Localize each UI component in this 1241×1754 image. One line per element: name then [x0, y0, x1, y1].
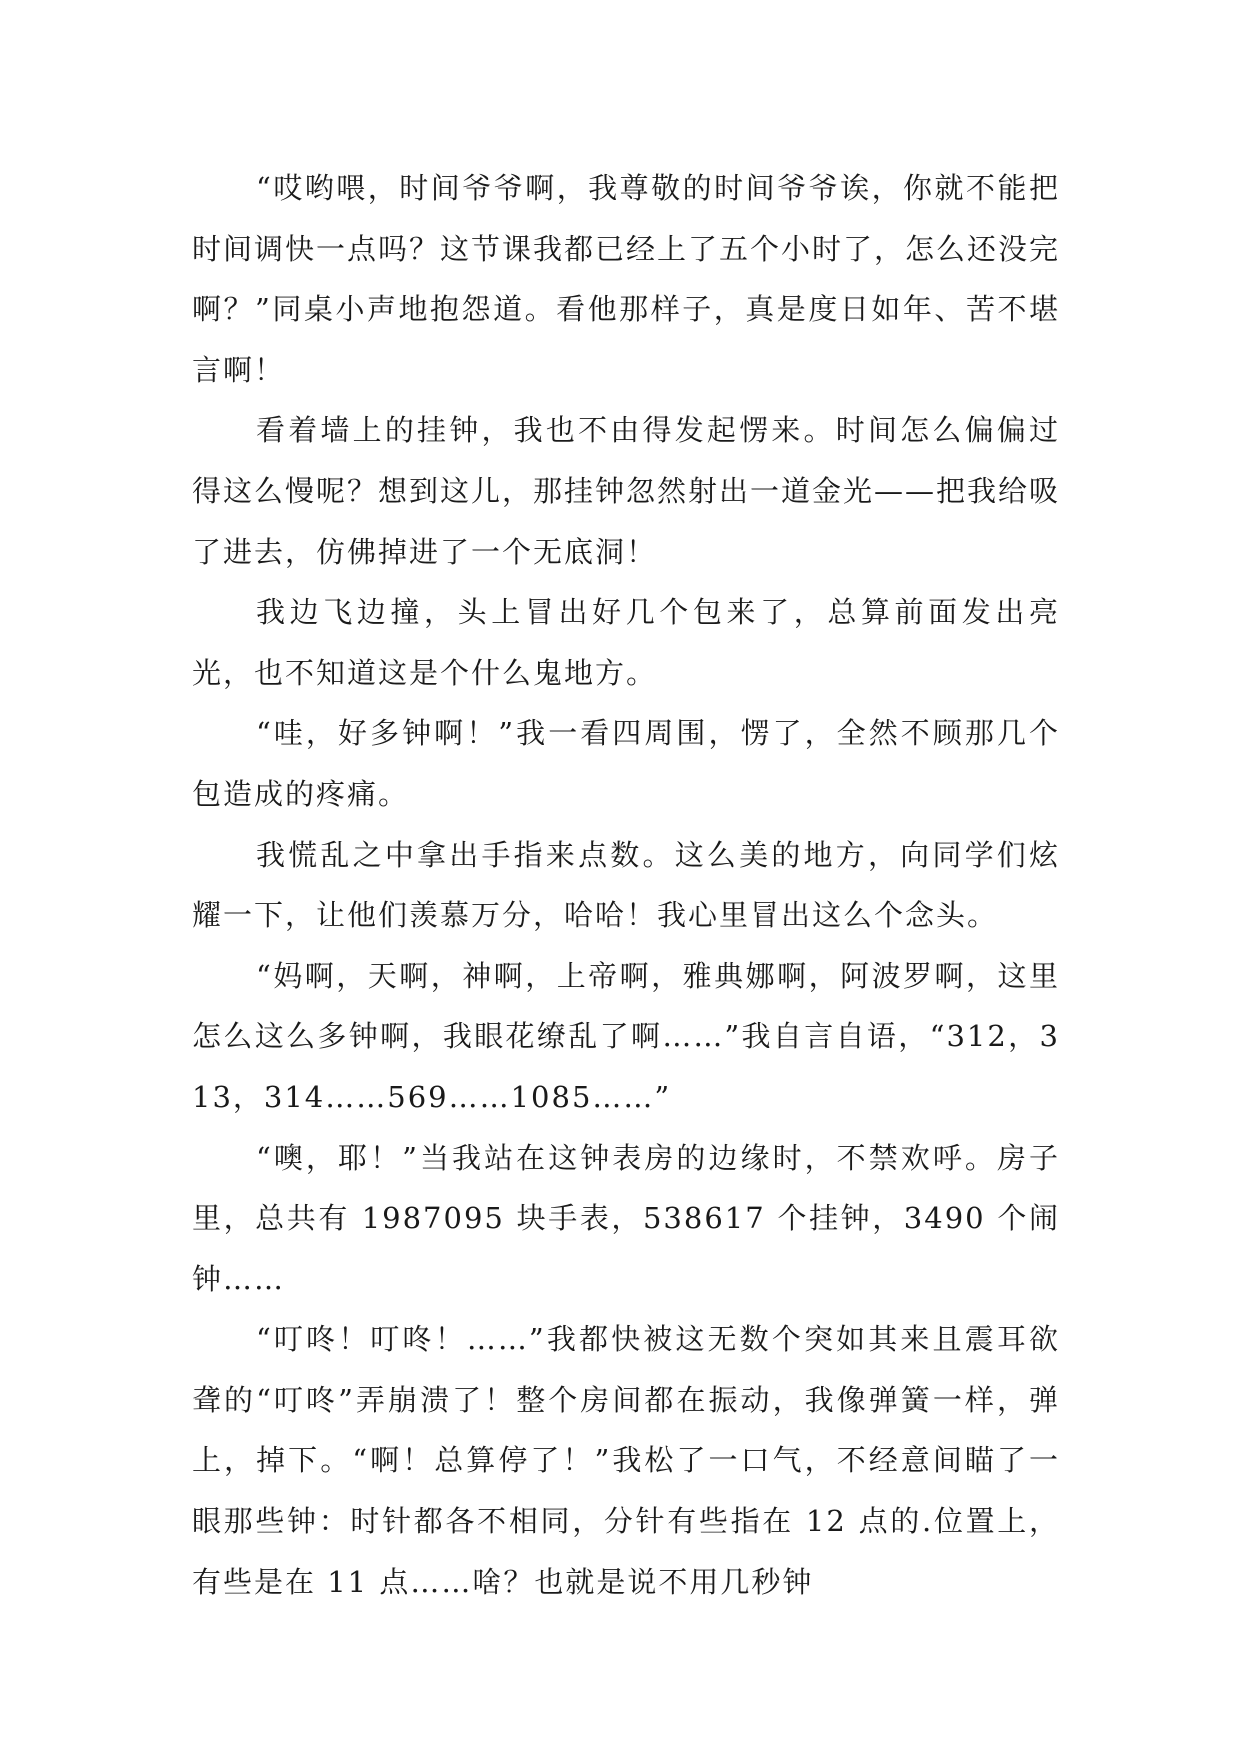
paragraph-4: “哇，好多钟啊！”我一看四周围，愣了，全然不顾那几个包造成的疼痛。	[192, 716, 1060, 811]
paragraph-7: “噢，耶！”当我站在这钟表房的边缘时，不禁欢呼。房子里，总共有 1987095 块手表，538617 个挂钟，3490 个闹钟……	[192, 1140, 1060, 1296]
paragraph-3: 我边飞边撞，头上冒出好几个包来了，总算前面发出亮光，也不知道这是个什么鬼地方。	[192, 595, 1060, 690]
paragraph-8: “叮咚！叮咚！……”我都快被这无数个突如其来且震耳欲聋的“叮咚”弄崩溃了！整个房间都在振动，我像弹簧一样，弹上，掉下。“啊！总算停了！”我松了一口气，不经意间瞄了一眼那些钟：时针都各不相同，分针有些指在 12 点的.位置上，有些是在 11 点……啥？也就是说不用几秒钟	[192, 1322, 1060, 1599]
paragraph-2: 看着墙上的挂钟，我也不由得发起愣来。时间怎么偏偏过得这么慢呢？想到这儿，那挂钟忽然射出一道金光——把我给吸了进去，仿佛掉进了一个无底洞！	[192, 413, 1061, 569]
paragraph-5: 我慌乱之中拿出手指来点数。这么美的地方，向同学们炫耀一下，让他们羡慕万分，哈哈！我心里冒出这么个念头。	[192, 837, 1060, 933]
paragraph-6: “妈啊，天啊，神啊，上帝啊，雅典娜啊，阿波罗啊，这里怎么这么多钟啊，我眼花缭乱了啊……”我自言自语，“312，313，314……569……1085……”	[192, 958, 1060, 1114]
paragraph-1: “哎哟喂，时间爷爷啊，我尊敬的时间爷爷诶，你就不能把时间调快一点吗？这节课我都已经上了五个小时了，怎么还没完啊？”同桌小声地抱怨道。看他那样子，真是度日如年、苦不堪言啊！	[192, 171, 1061, 387]
story-text	[192, 158, 1060, 1612]
